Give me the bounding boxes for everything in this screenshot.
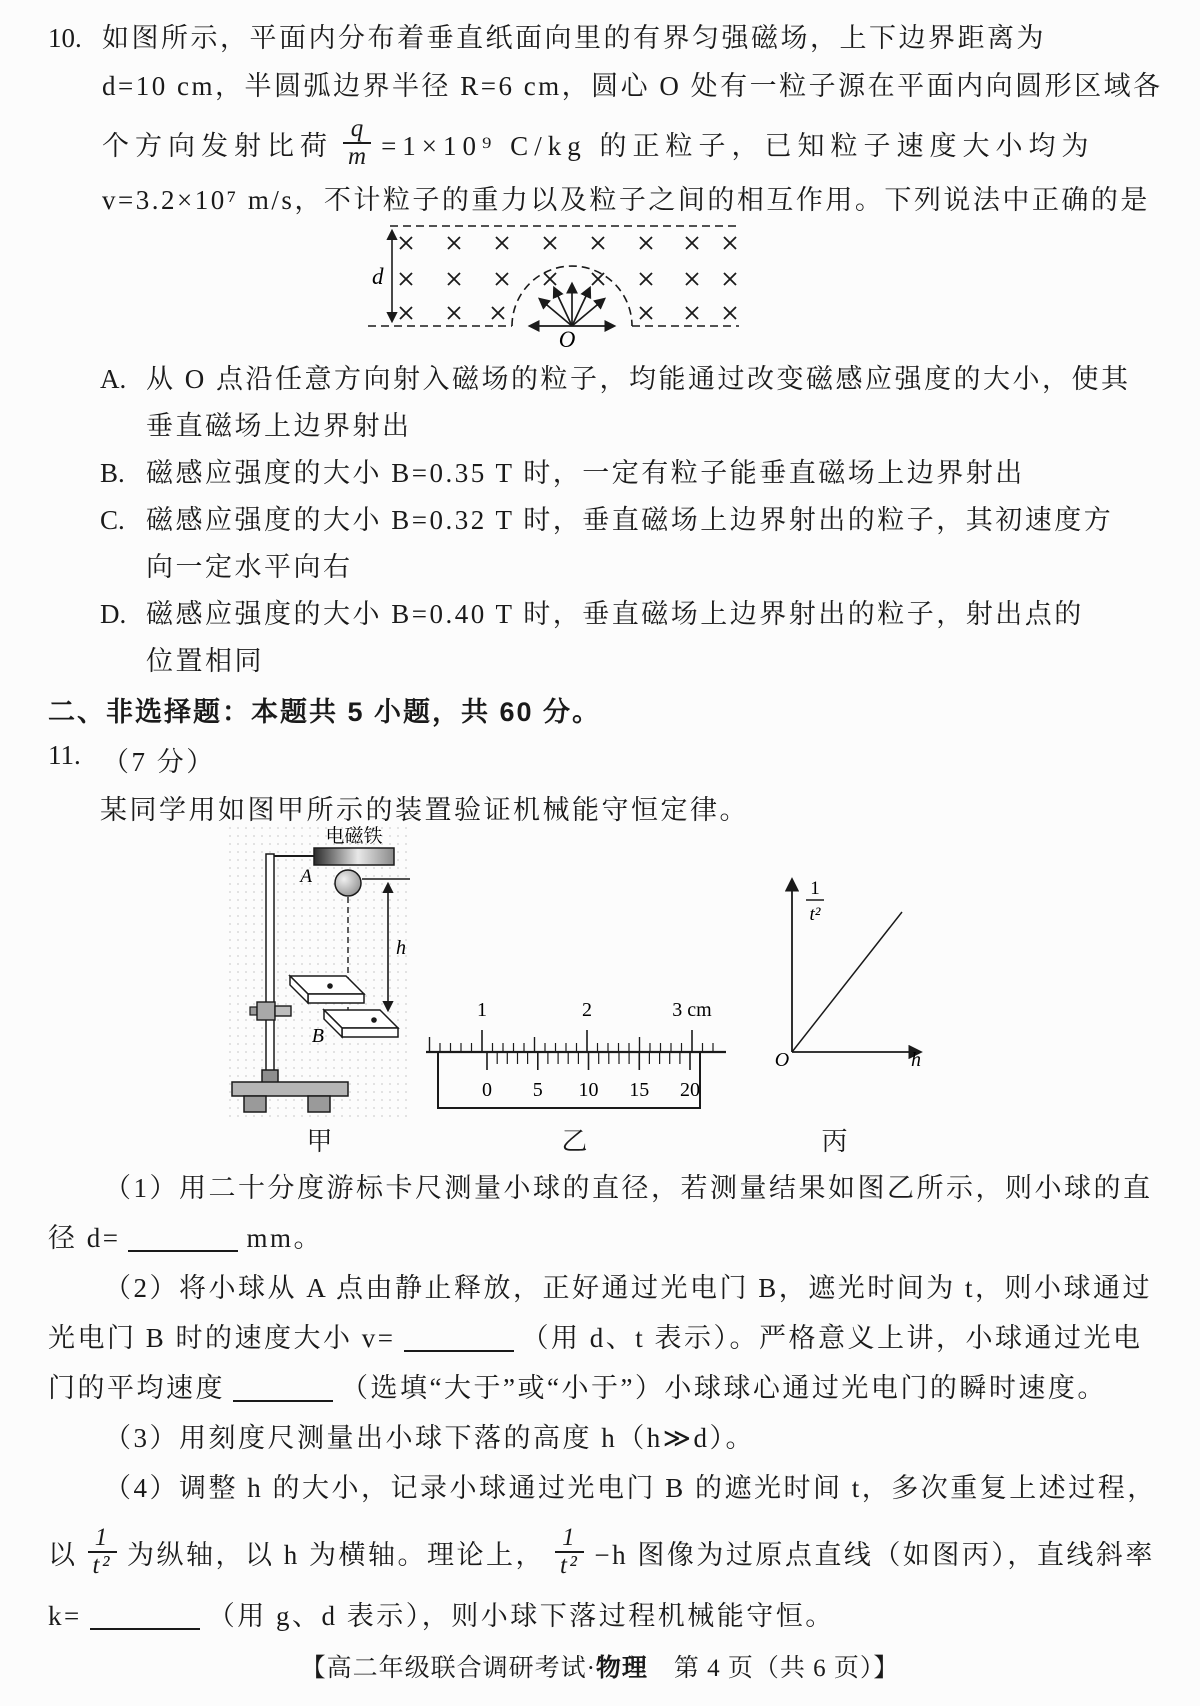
part-2-line-3 — [48, 1363, 1138, 1413]
option-b-label: B. — [100, 458, 125, 488]
stand-rod — [266, 854, 274, 1084]
option-a-line-1: 从 O 点沿任意方向射入磁场的粒子，均能通过改变磁感应强度的大小，使其 — [146, 364, 1131, 394]
one-over-t-squared-fraction-1 — [88, 1525, 117, 1580]
part-2-line-2-post: （用 d、t 表示）。严格意义上讲，小球通过光电 — [521, 1323, 1143, 1353]
question-10 — [48, 14, 1163, 224]
frac1-numerator: 1 — [94, 1523, 110, 1551]
main-scale-number-1: 1 — [477, 1000, 487, 1021]
vernier-number-10: 10 — [578, 1079, 599, 1101]
graph-origin-label: O — [774, 1049, 790, 1068]
option-d-line-1: 磁感应强度的大小 B=0.40 T 时，垂直磁场上边界射出的粒子，射出点的 — [146, 599, 1084, 629]
q10-line-3 — [102, 110, 1163, 176]
field-cross-row-1 — [400, 237, 736, 249]
origin-label: O — [558, 327, 576, 350]
footer-pre: 【高二年级联合调研考试· — [300, 1655, 596, 1682]
magnetic-field-diagram — [362, 216, 742, 357]
q11-figures — [225, 824, 930, 1160]
particle-velocity-arrows — [530, 284, 614, 326]
graph-x-label: h — [911, 1049, 921, 1068]
footer-subject: 物理 — [595, 1654, 648, 1682]
fraction-denominator: m — [343, 142, 371, 170]
q10-line-1: 如图所示，平面内分布着垂直纸面向里的有界匀强磁场，上下边界距离为 — [102, 23, 1046, 53]
part-2-line-3-pre: 门的平均速度 — [48, 1373, 225, 1403]
vernier-caliper-svg — [420, 1000, 730, 1118]
option-d-line-2: 位置相同 — [146, 646, 264, 676]
part-2-line-3-post: （选填“大于”或“小于”）小球球心通过光电门的瞬时速度。 — [341, 1373, 1107, 1403]
frac2-numerator: 1 — [562, 1523, 578, 1551]
figure-yi-caption: 乙 — [561, 1126, 589, 1156]
figure-jia — [225, 824, 415, 1160]
q10-line-4: v=3.2×10⁷ m/s，不计粒子的重力以及粒子之间的相互作用。下列说法中正确的是 — [102, 185, 1150, 215]
option-c-line-1: 磁感应强度的大小 B=0.32 T 时，垂直磁场上边界射出的粒子，其初速度方 — [146, 505, 1114, 535]
frac2-denominator: t² — [555, 1551, 584, 1579]
point-a-label: A — [299, 866, 312, 887]
clamp-arm — [275, 1006, 291, 1016]
part-1-line-2-pre: 径 d= — [48, 1223, 121, 1253]
field-cross-row-2 — [400, 273, 736, 285]
vernier-number-15: 15 — [629, 1079, 650, 1101]
figure-yi — [420, 824, 730, 1160]
option-c-line-2: 向一定水平向右 — [146, 552, 353, 582]
vernier-number-0: 0 — [482, 1079, 492, 1101]
part-2-line-2-pre: 光电门 B 时的速度大小 v= — [48, 1323, 396, 1353]
question-11-number: 11. — [48, 740, 81, 770]
part-4-line-3 — [48, 1591, 1138, 1641]
stand-base — [232, 1082, 348, 1096]
base-foot-right — [308, 1096, 330, 1112]
velocity-answer-blank — [404, 1322, 514, 1352]
option-b-line-1: 磁感应强度的大小 B=0.35 T 时，一定有粒子能垂直磁场上边界射出 — [146, 458, 1025, 488]
part-1-line-2-post: mm。 — [246, 1223, 323, 1253]
main-scale-number-2: 2 — [582, 1000, 592, 1021]
part-1-line-1: （1）用二十分度游标卡尺测量小球的直径，若测量结果如图乙所示，则小球的直 — [104, 1173, 1153, 1203]
option-a-line-2: 垂直磁场上边界射出 — [146, 411, 412, 441]
option-d-label: D. — [100, 599, 127, 629]
base-foot-left — [244, 1096, 266, 1112]
q10-line-3-post: =1×10⁹ C/kg 的正粒子，已知粒子速度大小均为 — [381, 130, 1095, 161]
q10-options — [100, 356, 1160, 685]
graph-y-frac-denominator: t² — [809, 904, 821, 925]
question-10-number: 10. — [48, 23, 82, 53]
footer-page-info: 第 4 页（共 6 页）】 — [647, 1655, 900, 1682]
part-4-line-2 — [48, 1513, 1155, 1591]
diameter-answer-blank — [128, 1222, 238, 1252]
figure-jia-caption: 甲 — [306, 1126, 334, 1156]
graph-y-frac-numerator: 1 — [810, 878, 820, 899]
figure-bing-caption: 丙 — [821, 1126, 849, 1156]
question-11-header — [48, 740, 216, 779]
d-dimension-label: d — [372, 264, 384, 289]
part-4-line-2-pre: 以 — [48, 1539, 78, 1570]
part-4-line-3-pre: k= — [48, 1601, 82, 1631]
vernier-number-5: 5 — [532, 1079, 543, 1101]
question-10-body — [102, 14, 1163, 224]
part-4-line-2-post: −h 图像为过原点直线（如图丙），直线斜率 — [594, 1539, 1155, 1570]
part-3-line: （3）用刻度尺测量出小球下落的高度 h（h≫d）。 — [104, 1423, 756, 1453]
part-4-line-2-mid: 为纵轴，以 h 为横轴。理论上， — [126, 1539, 545, 1570]
apparatus-svg — [228, 826, 413, 1118]
vernier-body — [438, 1052, 700, 1108]
electromagnet — [314, 848, 394, 865]
one-over-t-squared-fraction-2 — [555, 1525, 584, 1580]
q10-line-3-pre: 个方向发射比荷 — [102, 130, 333, 161]
section-2-heading: 二、非选择题：本题共 5 小题，共 60 分。 — [48, 697, 602, 727]
electromagnet-label: 电磁铁 — [324, 826, 383, 847]
part-4-line-1: （4）调整 h 的大小，记录小球通过光电门 B 的遮光时间 t，多次重复上述过程， — [104, 1473, 1157, 1503]
vernier-number-20: 20 — [680, 1079, 700, 1101]
compare-answer-blank — [233, 1372, 333, 1402]
fraction-numerator: q — [350, 114, 364, 142]
magnetic-field-svg — [362, 216, 742, 350]
option-a-label: A. — [100, 364, 127, 394]
charge-mass-ratio-fraction — [343, 116, 371, 171]
option-b — [100, 450, 1160, 497]
graph-svg — [740, 850, 930, 1068]
graph-data-line — [792, 912, 902, 1052]
part-2-line-1: （2）将小球从 A 点由静止释放，正好通过光电门 B，遮光时间为 t，则小球通过 — [104, 1273, 1153, 1303]
page-footer — [0, 1648, 1200, 1684]
graph-y-label-fraction — [806, 878, 824, 925]
clamp-knob — [250, 1007, 257, 1015]
question-11-score: （7 分） — [102, 747, 216, 777]
q10-line-2: d=10 cm，半圆弧边界半径 R=6 cm，圆心 O 处有一粒子源在平面内向圆形区域各 — [102, 71, 1163, 101]
main-scale-number-3: 3 cm — [672, 1000, 712, 1021]
option-d — [100, 591, 1160, 685]
option-c — [100, 497, 1160, 591]
part-4-line-3-post: （用 g、d 表示），则小球下落过程机械能守恒。 — [207, 1601, 835, 1631]
steel-ball — [335, 870, 361, 896]
slope-answer-blank — [90, 1600, 200, 1630]
q11-parts — [48, 1163, 1157, 1641]
part-2-line-2 — [48, 1313, 1143, 1363]
main-scale-mm-ticks — [440, 1043, 713, 1052]
clamp-body — [257, 1002, 275, 1020]
frac1-denominator: t² — [88, 1551, 117, 1579]
height-label: h — [395, 937, 406, 959]
option-a — [100, 356, 1160, 450]
figure-bing — [740, 824, 930, 1160]
part-1-line-2 — [48, 1213, 1138, 1263]
question-11-intro: 某同学用如图甲所示的装置验证机械能守恒定律。 — [100, 795, 749, 825]
point-b-label: B — [311, 1025, 324, 1047]
option-c-label: C. — [100, 505, 125, 535]
apparatus-background — [228, 826, 413, 1118]
